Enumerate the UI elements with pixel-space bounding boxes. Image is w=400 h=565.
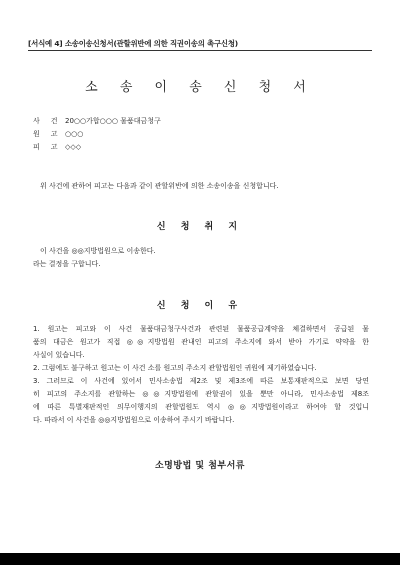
reason-line: 품의 대금은 원고가 직접 ◎◎지방법원 관내인 피고의 주소지에 와서 받아 가기로 약약을 한 (33, 338, 369, 346)
purpose-heading: 신 청 취 지 (156, 222, 244, 232)
reason-line: 3. 그러므로 이 사건에 있어서 민사소송법 제2조 및 제3조에 따른 보통재판적으로 보면 당연 (33, 377, 369, 385)
document-title: 소 송 이 송 신 청 서 (85, 80, 315, 95)
party-value-defendant: ◇◇◇ (65, 143, 82, 151)
party-key-case: 사건 (33, 117, 69, 125)
party-value-plaintiff: ○○○ (65, 130, 84, 138)
reason-line: 다. 따라서 이 사건을 ◎◎지방법원으로 이송하여 주시기 바랍니다. (33, 416, 235, 424)
bottom-bar (0, 553, 400, 565)
party-row-case (33, 116, 161, 126)
top-divider (28, 50, 372, 51)
reason-line: 2. 그럼에도 불구하고 원고는 이 사건 소를 원고의 주소지 관할법원인 귀원에 제기하였습니다. (33, 364, 317, 372)
purpose-line: 라는 결정을 구합니다. (33, 260, 101, 268)
party-row-defendant (33, 142, 81, 152)
purpose-line: 이 사건을 ◎◎지방법원으로 이송한다. (40, 247, 156, 255)
party-value-case: 20○○가합○○○ 물품대금청구 (65, 117, 161, 125)
intro-paragraph: 위 사건에 관하여 피고는 다음과 같이 관할위반에 의한 소송이송을 신청합니다. (40, 182, 279, 190)
reason-line: 에 따른 특별재판적인 의무이행지의 관할법원도 역시 ◎◎지방법원이라고 하여야 할 것입니 (33, 403, 369, 411)
evidence-heading: 소명방법 및 첨부서류 (154, 461, 245, 471)
reasons-heading: 신 청 이 유 (156, 301, 244, 311)
reason-line: 히 피고의 주소지를 관할하는 ◎◎지방법원에 관할권이 있을 뿐만 아니라, 민사소송법 제8조 (33, 390, 369, 398)
party-key-defendant: 피고 (33, 143, 69, 151)
reason-line: 1. 원고는 피고와 이 사건 물품대금청구사건과 관련된 물품공급계약을 체결하면서 공급된 물 (33, 325, 369, 333)
reason-line: 사실이 있습니다. (33, 351, 85, 359)
form-label: [서식예 4] 소송이송신청서(관할위반에 의한 직권이송의 촉구신청) (28, 39, 238, 48)
party-row-plaintiff (33, 129, 83, 139)
party-key-plaintiff: 원고 (33, 130, 69, 138)
